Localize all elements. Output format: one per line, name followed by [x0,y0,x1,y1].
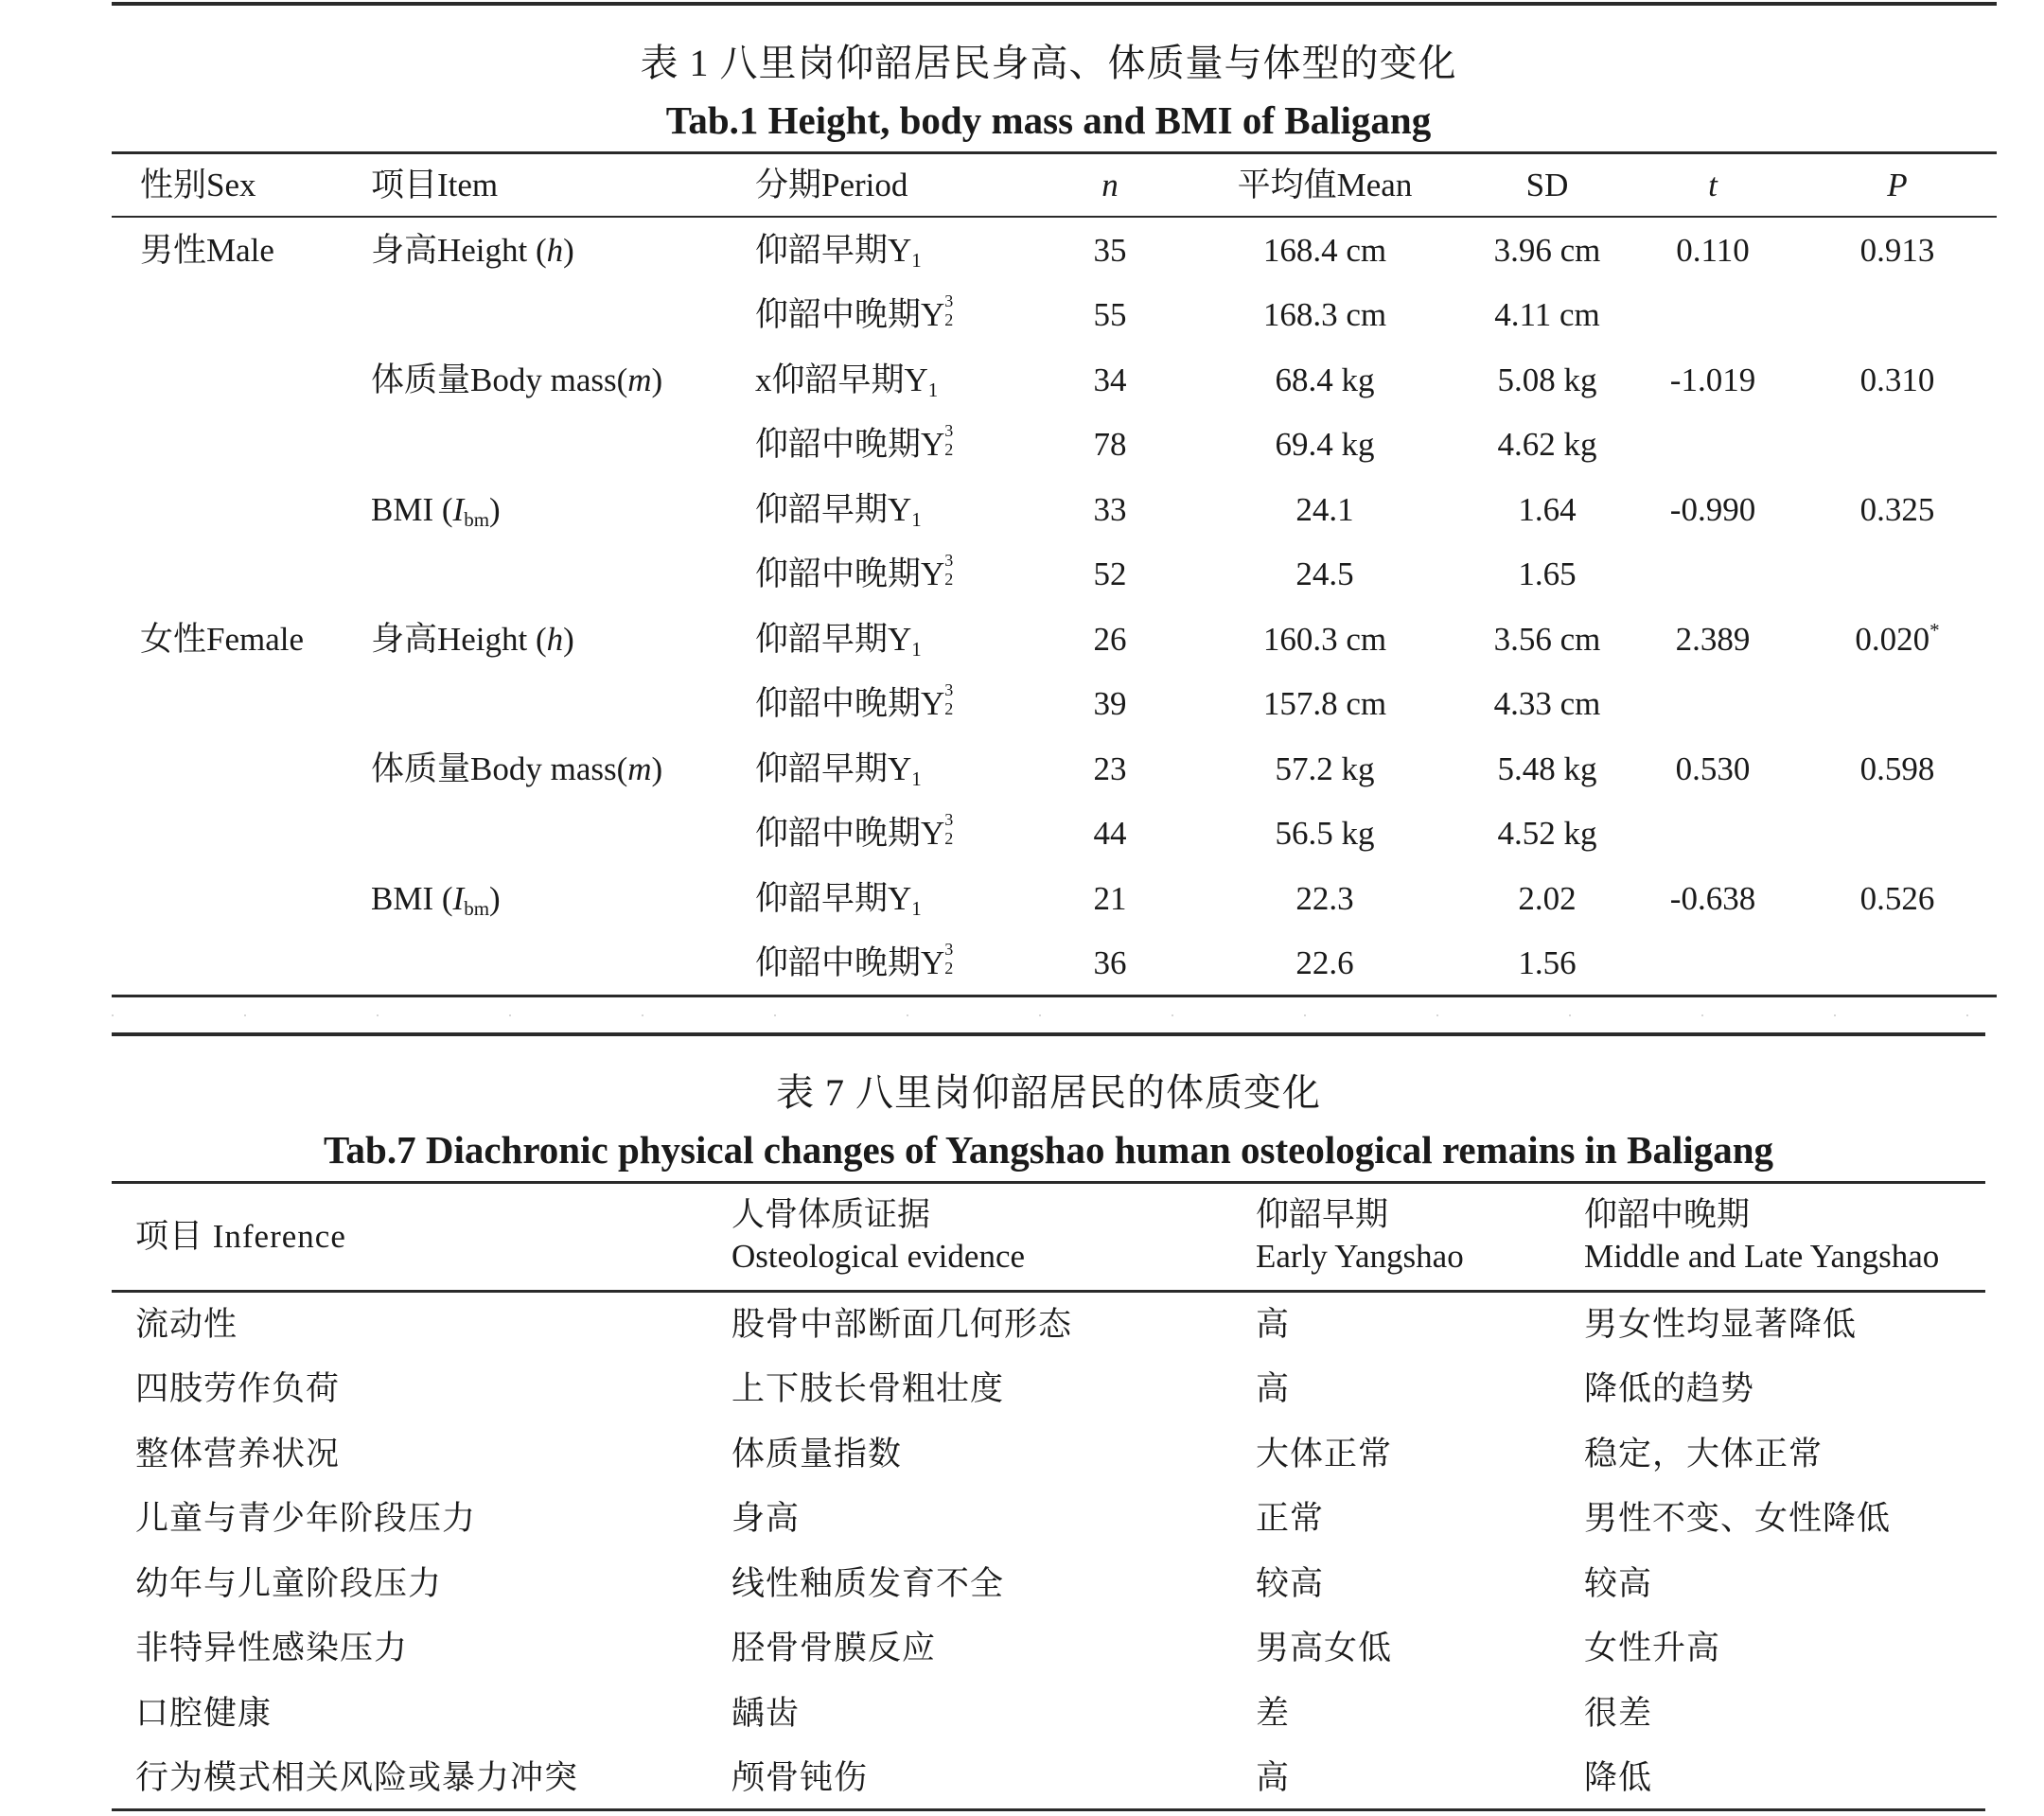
table-row [0,672,2044,736]
cell-sd: 4.11 cm [1494,296,1600,333]
table-row [0,802,2044,866]
cell-early: 差 [1256,1695,1291,1732]
cell-item: 体质量Body mass(m) [371,361,663,398]
cell-late: 稳定，大体正常 [1584,1436,1824,1472]
table7-top-rule [112,1032,1985,1036]
header-inference: 项目 Inference [135,1218,346,1255]
cell-item: BMI $(I_{bm})$ [371,491,501,531]
cell-item: 身高Height (h) [371,621,574,658]
cell-item: 身高Height (h) [371,232,574,269]
cell-p: 0.020* [1855,619,1940,658]
cell-early: 高 [1256,1370,1291,1407]
cell-sex: 女性Female [140,621,305,658]
cell-sd: 4.33 cm [1493,685,1601,722]
cell-late: 女性升高 [1584,1630,1721,1666]
cell-item: BMI $(I_{bm})$ [371,880,501,920]
header-mean: 平均值Mean [1237,167,1413,203]
table-row [0,737,2044,802]
cell-period: 仰韶中晚期Y 3 2 [755,421,954,463]
cell-sd: 2.02 [1518,880,1577,917]
cell-evidence: 胫骨骨膜反应 [731,1630,937,1666]
cell-p: 0.598 [1859,750,1935,787]
table1-caption-zh: 表 1 八里岗仰韶居民身高、体质量与体型的变化 [640,42,1457,84]
cell-mean: 22.6 [1295,944,1354,981]
table-row [0,348,2044,413]
table-row [0,1293,2044,1357]
cell-early: 大体正常 [1256,1436,1393,1472]
cell-period: 仰韶中晚期Y 3 2 [755,940,954,981]
table-row [0,867,2044,931]
cell-early: 较高 [1256,1565,1325,1602]
cell-period: x仰韶早期$Y_1$ [755,361,939,401]
table-row [0,542,2044,607]
header-late-en: Middle and Late Yangshao [1584,1238,1940,1275]
cell-n: 44 [1093,815,1127,852]
cell-inference: 四肢劳作负荷 [135,1370,341,1407]
cell-n: 35 [1093,232,1127,269]
cell-inference: 整体营养状况 [135,1436,341,1472]
cell-n: 55 [1093,296,1127,333]
cell-t: -0.990 [1669,491,1756,528]
cell-sex: 男性Male [140,232,274,269]
header-sex: 性别Sex [140,167,256,203]
cell-t: -0.638 [1669,880,1756,917]
cell-early: 高 [1256,1306,1291,1343]
table1-caption-en: Tab.1 Height, body mass and BMI of Baligang [665,98,1432,142]
cell-evidence: 身高 [731,1500,801,1537]
table-row [0,1422,2044,1487]
header-t: t [1708,167,1718,203]
cell-late: 男性不变、女性降低 [1584,1500,1892,1537]
cell-mean: 57.2 kg [1275,750,1375,787]
cell-item: 体质量Body mass(m) [371,750,663,787]
cell-evidence: 龋齿 [731,1695,801,1732]
cell-n: 34 [1093,361,1127,398]
table-row [0,1487,2044,1551]
table-row [0,1682,2044,1746]
header-period: 分期Period [755,167,908,203]
cell-period: 仰韶中晚期Y 3 2 [755,291,954,333]
cell-inference: 儿童与青少年阶段压力 [135,1500,477,1537]
table-row [0,478,2044,542]
cell-t: 0.530 [1675,750,1751,787]
table1-bottom-rule [112,995,1997,997]
table7-header-top-rule [112,1181,1985,1184]
cell-n: 33 [1093,491,1127,528]
cell-period: 仰韶早期$Y_1$ [755,750,922,790]
header-item: 项目Item [371,167,499,203]
table1-header-row [0,153,2044,218]
cell-n: 36 [1093,944,1127,981]
cell-evidence: 线性釉质发育不全 [731,1565,1005,1602]
table-row [0,931,2044,996]
table7-caption-zh: 表 7 八里岗仰韶居民的体质变化 [776,1071,1321,1114]
table1-header-bottom-rule [112,216,1997,218]
cell-n: 52 [1093,555,1127,592]
cell-t: 0.110 [1676,232,1750,269]
cell-early: 正常 [1256,1500,1325,1537]
cell-mean: 160.3 cm [1262,621,1387,658]
cell-late: 降低的趋势 [1584,1370,1755,1407]
cell-sd: 3.56 cm [1493,621,1601,658]
table-row [0,219,2044,283]
cell-period: 仰韶早期$Y_1$ [755,621,922,661]
cell-period: 仰韶早期$Y_1$ [755,880,922,920]
cell-sd: 4.52 kg [1497,815,1597,852]
cell-mean: 69.4 kg [1275,426,1375,463]
header-evidence-en: Osteological evidence [731,1238,1026,1275]
table-row [0,608,2044,672]
header-evidence-zh: 人骨体质证据 [731,1196,931,1233]
cell-n: 23 [1093,750,1127,787]
cell-mean: 56.5 kg [1275,815,1375,852]
header-late-zh: 仰韶中晚期 [1584,1196,1751,1233]
cell-early: 男高女低 [1256,1630,1393,1666]
table-row [0,1746,2044,1810]
cell-sd: 1.56 [1518,944,1577,981]
table-row [0,1616,2044,1681]
cell-p: 0.325 [1859,491,1935,528]
table7-bottom-rule [112,1808,1985,1811]
cell-mean: 68.4 kg [1275,361,1375,398]
cell-inference: 行为模式相关风险或暴力冲突 [135,1759,579,1796]
cell-t: -1.019 [1669,361,1756,398]
cell-inference: 幼年与儿童阶段压力 [135,1565,443,1602]
cell-evidence: 股骨中部断面几何形态 [731,1306,1073,1343]
table-row [0,283,2044,347]
cell-n: 26 [1093,621,1127,658]
cell-sd: 5.48 kg [1497,750,1597,787]
cell-mean: 168.4 cm [1262,232,1387,269]
header-p: P [1887,167,1908,203]
cell-inference: 非特异性感染压力 [135,1630,409,1666]
cell-period: 仰韶中晚期Y 3 2 [755,680,954,722]
cell-late: 男女性均显著降低 [1584,1306,1858,1343]
cell-mean: 24.1 [1295,491,1354,528]
cell-t: 2.389 [1675,621,1751,658]
table-row [0,1552,2044,1616]
cell-evidence: 上下肢长骨粗壮度 [731,1370,1005,1407]
table-row [0,413,2044,477]
table7-caption-en: Tab.7 Diachronic physical changes of Yangshao human osteological remains in Baligang [323,1128,1774,1172]
cell-inference: 流动性 [135,1306,238,1343]
header-early-zh: 仰韶早期 [1256,1196,1389,1233]
cell-p: 0.526 [1859,880,1935,917]
cell-sd: 4.62 kg [1497,426,1597,463]
cell-period: 仰韶早期$Y_1$ [755,232,922,272]
cell-mean: 24.5 [1295,555,1354,592]
cell-late: 较高 [1584,1565,1653,1602]
cell-p: 0.310 [1859,361,1935,398]
cell-mean: 157.8 cm [1262,685,1387,722]
cell-n: 39 [1093,685,1127,722]
cell-n: 21 [1093,880,1127,917]
cell-sd: 1.65 [1518,555,1577,592]
cell-mean: 168.3 cm [1262,296,1387,333]
cell-late: 降低 [1584,1759,1653,1796]
cell-period: 仰韶早期$Y_1$ [755,491,922,531]
cell-period: 仰韶中晚期Y 3 2 [755,810,954,852]
cell-sd: 1.64 [1518,491,1577,528]
table-row [0,1357,2044,1421]
cell-late: 很差 [1584,1695,1653,1732]
cell-inference: 口腔健康 [135,1695,273,1732]
cell-sd: 5.08 kg [1497,361,1597,398]
cell-evidence: 体质量指数 [731,1436,903,1472]
cell-period: 仰韶中晚期Y 3 2 [755,551,954,592]
cell-n: 78 [1093,426,1127,463]
cell-early: 高 [1256,1759,1291,1796]
cell-evidence: 颅骨钝伤 [731,1759,869,1796]
header-n: n [1101,167,1119,203]
cell-mean: 22.3 [1295,880,1354,917]
table1-top-rule [112,2,1997,6]
cell-p: 0.913 [1859,232,1935,269]
header-sd: SD [1525,167,1569,203]
header-early-en: Early Yangshao [1256,1238,1464,1275]
page-divider-dots [112,1014,1995,1016]
cell-sd: 3.96 cm [1493,232,1601,269]
